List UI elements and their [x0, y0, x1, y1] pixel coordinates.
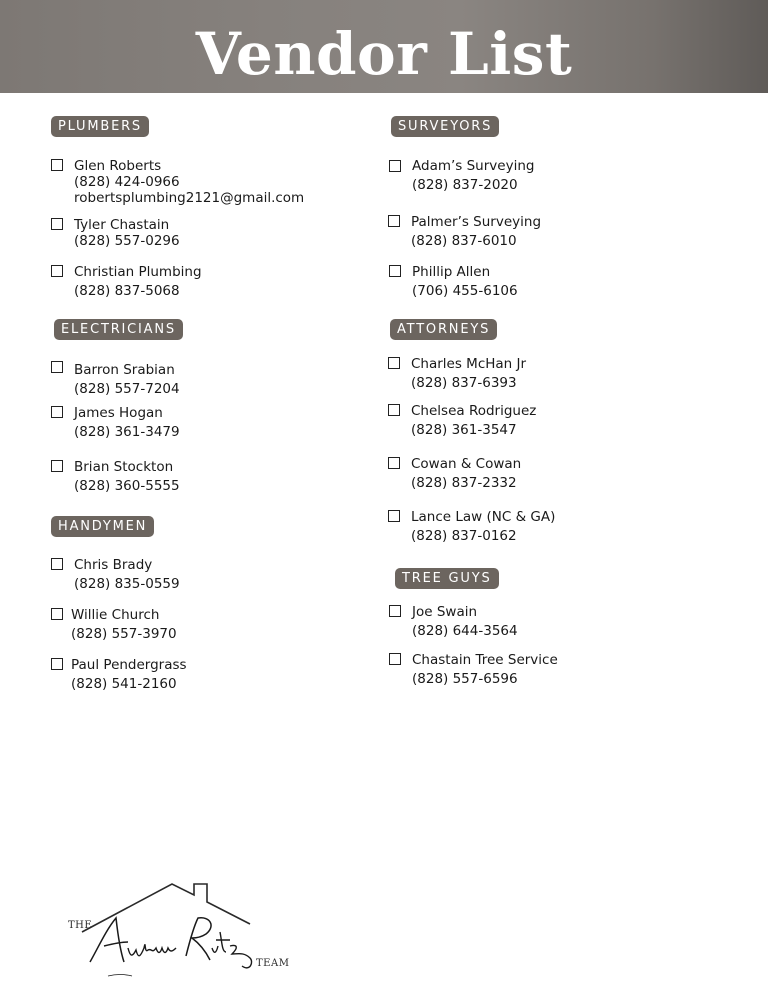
vendor-email: robertsplumbing2121@gmail.com: [74, 190, 305, 206]
section-badge-electricians: ELECTRICIANS: [54, 319, 183, 340]
page-header: [0, 0, 768, 93]
vendor-phone: (706) 455-6106: [412, 283, 518, 299]
checkbox[interactable]: [51, 558, 63, 570]
vendor-name: Adam’s Surveying: [412, 158, 535, 174]
vendor-phone: (828) 837-6010: [411, 233, 517, 249]
checkbox[interactable]: [51, 218, 63, 230]
checkbox[interactable]: [51, 658, 63, 670]
vendor-phone: (828) 557-0296: [74, 233, 180, 249]
checkbox[interactable]: [51, 361, 63, 373]
vendor-name: Palmer’s Surveying: [411, 214, 542, 230]
vendor-phone: (828) 557-6596: [412, 671, 518, 687]
vendor-phone: (828) 361-3479: [74, 424, 180, 440]
vendor-phone: (828) 360-5555: [74, 478, 180, 494]
checkbox[interactable]: [388, 357, 400, 369]
vendor-name: James Hogan: [74, 405, 163, 421]
vendor-name: Lance Law (NC & GA): [411, 509, 556, 525]
checkbox[interactable]: [51, 159, 63, 171]
logo-suffix: TEAM: [256, 958, 290, 969]
vendor-name: Paul Pendergrass: [71, 657, 187, 673]
vendor-name: Phillip Allen: [412, 264, 491, 280]
logo-prefix: THE: [68, 920, 93, 931]
section-badge-handymen: HANDYMEN: [51, 516, 154, 537]
checkbox[interactable]: [388, 510, 400, 522]
checkbox[interactable]: [51, 460, 63, 472]
checkbox[interactable]: [389, 265, 401, 277]
checkbox[interactable]: [388, 457, 400, 469]
checkbox[interactable]: [388, 404, 400, 416]
vendor-name: Christian Plumbing: [74, 264, 202, 280]
vendor-phone: (828) 837-6393: [411, 375, 517, 391]
vendor-name: Barron Srabian: [74, 362, 175, 378]
checkbox[interactable]: [389, 605, 401, 617]
section-badge-tree-guys: TREE GUYS: [395, 568, 499, 589]
vendor-name: Willie Church: [71, 607, 160, 623]
vendor-name: Cowan & Cowan: [411, 456, 522, 472]
vendor-phone: (828) 837-5068: [74, 283, 180, 299]
vendor-phone: (828) 837-2020: [412, 177, 518, 193]
vendor-name: Brian Stockton: [74, 459, 174, 475]
vendor-phone: (828) 557-3970: [71, 626, 177, 642]
vendor-phone: (828) 541-2160: [71, 676, 177, 692]
vendor-phone: (828) 837-2332: [411, 475, 517, 491]
section-badge-plumbers: PLUMBERS: [51, 116, 149, 137]
checkbox[interactable]: [51, 608, 63, 620]
vendor-name: Glen Roberts: [74, 158, 162, 174]
vendor-phone: (828) 424-0966: [74, 174, 180, 190]
vendor-name: Tyler Chastain: [74, 217, 170, 233]
vendor-phone: (828) 835-0559: [74, 576, 180, 592]
vendor-name: Chris Brady: [74, 557, 153, 573]
page-title: Vendor List: [195, 20, 573, 88]
checkbox[interactable]: [388, 215, 400, 227]
checkbox[interactable]: [51, 406, 63, 418]
vendor-phone: (828) 557-7204: [74, 381, 180, 397]
team-logo: [60, 878, 300, 978]
checkbox[interactable]: [51, 265, 63, 277]
vendor-phone: (828) 361-3547: [411, 422, 517, 438]
section-badge-surveyors: SURVEYORS: [391, 116, 499, 137]
section-badge-attorneys: ATTORNEYS: [390, 319, 497, 340]
vendor-phone: (828) 644-3564: [412, 623, 518, 639]
checkbox[interactable]: [389, 160, 401, 172]
vendor-name: Chelsea Rodriguez: [411, 403, 537, 419]
vendor-name: Chastain Tree Service: [412, 652, 558, 668]
vendor-name: Joe Swain: [412, 604, 478, 620]
checkbox[interactable]: [389, 653, 401, 665]
vendor-phone: (828) 837-0162: [411, 528, 517, 544]
vendor-name: Charles McHan Jr: [411, 356, 527, 372]
